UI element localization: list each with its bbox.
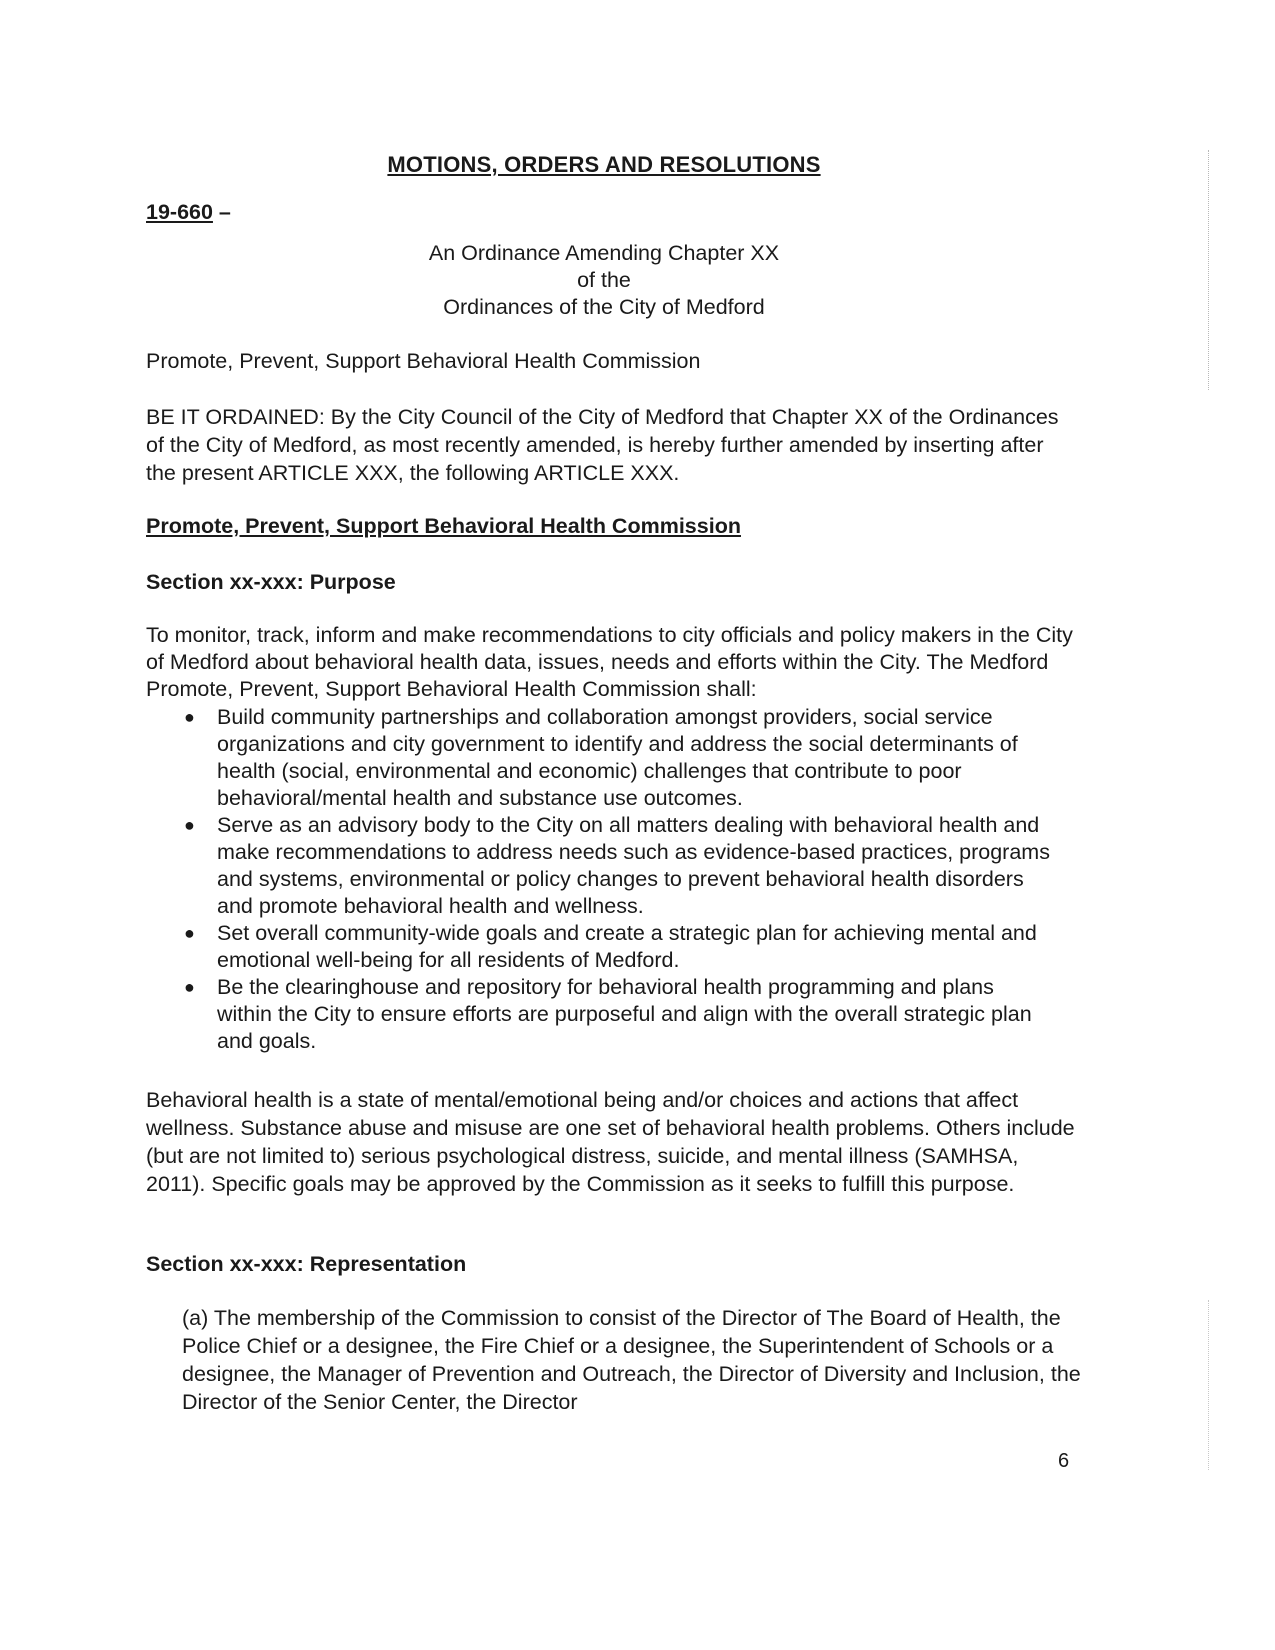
ordinance-title: [0, 240, 1208, 321]
list-item: [172, 704, 1052, 812]
bullet-icon: ●: [184, 815, 195, 835]
behavioral-health-paragraph: Behavioral health is a state of mental/emotional being and/or choices and actions that affect wellness. Substance abuse and misuse are one set of behavioral health problems. Others include (but are not limited to) serious psychological distress, suicide, and mental illness (SAMHSA, 2011). Specific goals may be approved by the Commission as it seeks to fulfill this purpose.: [146, 1088, 1075, 1196]
bullet-icon: ●: [184, 707, 195, 727]
purpose-bullet-list: [172, 704, 1052, 1055]
page-number: 6: [1058, 1450, 1070, 1472]
list-item: [172, 974, 1052, 1055]
bullet-icon: ●: [184, 923, 195, 943]
list-item-text: Set overall community-wide goals and create a strategic plan for achieving mental and emotional well-being for all residents of Medford.: [217, 921, 1037, 972]
section-representation-heading: Section xx-xxx: Representation: [146, 1252, 467, 1276]
list-item-text: Serve as an advisory body to the City on all matters dealing with behavioral health and make recommendations to address needs such as evidence-based practices, programs and systems, environmental or policy changes to prevent behavioral health disorders and promote behavioral health and wellness.: [217, 813, 1050, 918]
scan-edge-marks: [1208, 1300, 1211, 1470]
bullet-icon: ●: [184, 977, 195, 997]
representation-paragraph: (a) The membership of the Commission to consist of the Director of The Board of Health, the Police Chief or a designee, the Fire Chief or a designee, the Superintendent of Schools or a designee, the Manager of Prevention and Outreach, the Director of Diversity and Inclusion, the Director of the Senior Center, the Director: [182, 1306, 1081, 1414]
list-item: [172, 812, 1052, 920]
motion-number-value: 19-660: [146, 200, 213, 224]
title-line: An Ordinance Amending Chapter XX: [428, 241, 780, 265]
purpose-paragraph: To monitor, track, inform and make recommendations to city officials and policy makers in the City of Medford about behavioral health data, issues, needs and efforts within the City. The Medford Promote, Prevent, Support Behavioral Health Commission shall:: [146, 623, 1073, 701]
scan-edge-marks: [1208, 150, 1211, 390]
motion-number-dash: –: [212, 200, 231, 224]
title-line: Ordinances of the City of Medford: [443, 295, 765, 319]
list-item-text: Build community partnerships and collaboration amongst providers, social service organizations and city government to identify and address the social determinants of health (social, environmental and economic) challenges that contribute to poor behavioral/mental health and substance use outcomes.: [217, 705, 1018, 810]
section-purpose-heading: Section xx-xxx: Purpose: [146, 570, 396, 594]
section-heading: MOTIONS, ORDERS AND RESOLUTIONS: [387, 152, 821, 177]
motion-number: [146, 200, 231, 225]
commission-heading: Promote, Prevent, Support Behavioral Health Commission: [146, 514, 741, 538]
list-item: [172, 920, 1052, 974]
title-line: of the: [577, 268, 631, 292]
subject-line: Promote, Prevent, Support Behavioral Health Commission: [146, 349, 701, 373]
ordain-paragraph: BE IT ORDAINED: By the City Council of the City of Medford that Chapter XX of the Ordinances of the City of Medford, as most recently amended, is hereby further amended by inserting after the present ARTICLE XXX, the following ARTICLE XXX.: [146, 405, 1059, 485]
list-item-text: Be the clearinghouse and repository for behavioral health programming and plans within the City to ensure efforts are purposeful and align with the overall strategic plan and goals.: [217, 975, 1032, 1053]
